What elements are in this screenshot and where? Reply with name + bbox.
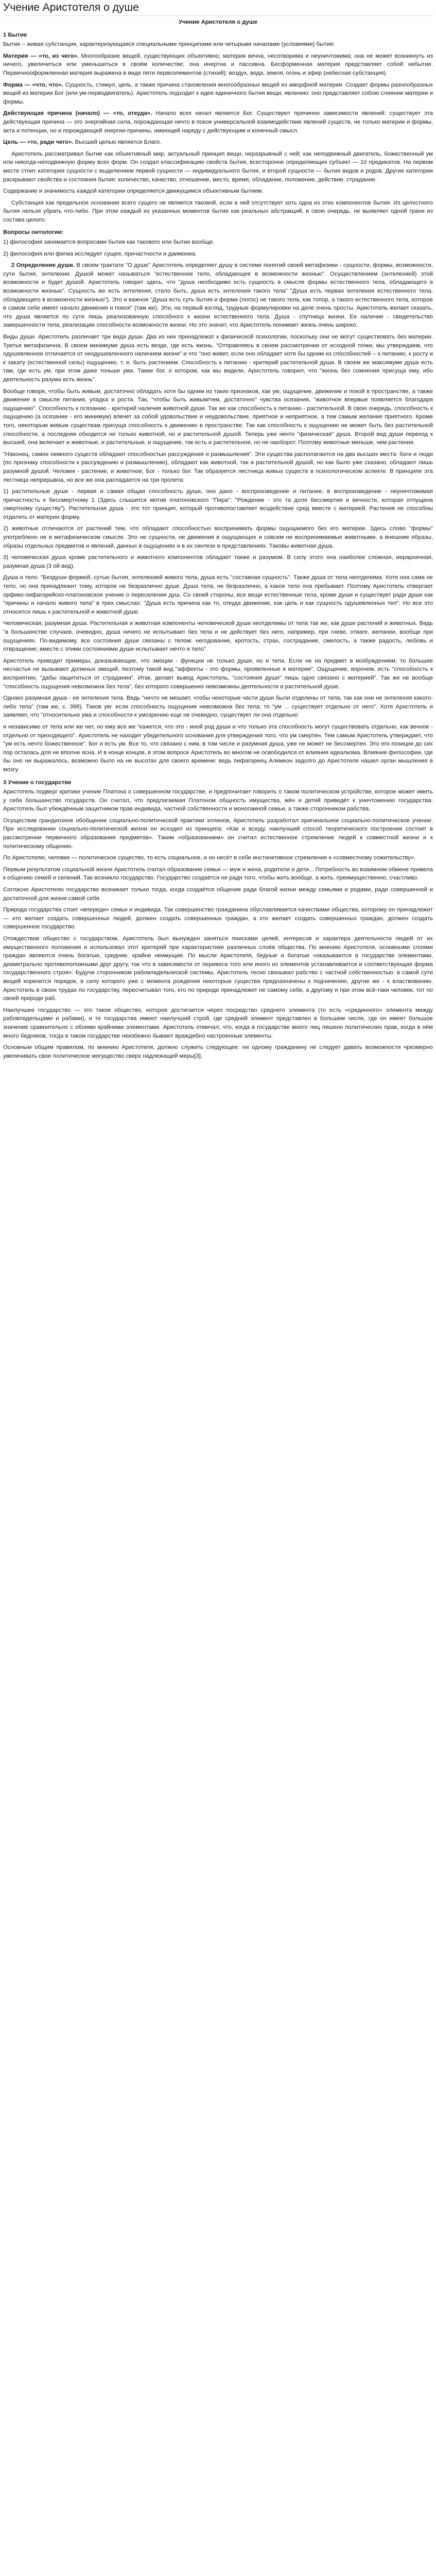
paragraph: и независимо от тела или же нет, но ему все же "кажется, что это - иной род души и что только эта способность могут существовать отдельно, как вечное - отдельно от преходящего". Аристотель не находит убедительного основания для утверждения того, что ум смертен. Тем самым Аристотель утверждает, что "ум есть нечто божественное". Бог и есть ум. Все то, что связано с ним, в том числе и разумная душа, уже не может не бессмертен. Это его позиция до сих пор осталась для не вполне ясна. И в конце концов, в этом вопросе Аристотель во многом не освободился от влияния идеализма. Влияние философии, где бы оно ни выражалось, возможно было на не высотах для своего времени: ведь пифагореец Алкмеон задолго до Аристотеля нашел орган мышления в мозгу. bbox=[3, 723, 433, 773]
paragraph: Виды души. Аристотель различает три вида души. Два из них принадлежат к физической психологии, поскольку они не могут существовать без материи. Третья метафизична. В своем минимуме душа есть везде, где есть жизнь. "Отправляясь в своем рассмотрении от исходной точки, мы утверждаем, что одушевленное отличается от неодушевленного наличием жизни" и что "оно живет, если оно обладает хотя бы одним из способностей -- к питанию, к росту и к закату (естественной силы) ощущению, т. е. быть растением. Способность к питанию - критерий растительной души. В своем же максимуме душа есть там, где есть ум, при этом даже тоньше ума. Такие бог, о котором, как мы видели, Аристотель говорил, что "жизнь без сомнения присуща ему, ибо деятельность разума есть жизнь". bbox=[3, 334, 433, 383]
paragraph: 2) животные отличаются от растений тем, что обладают способностью воспринимать формы ощущаемого без его материи. Здесь слово "формы" употреблено не в метафизическом смысле. Это не сущности, не движения в ощущающих и совсем не воспринимаемые животными, а внешние образы, образы отдельных предметов и явлений, данных в ощущениях и в их синтезе в представлениях. Таковы животная душа. bbox=[3, 526, 433, 549]
paragraph: Основным общим правилом, по мнению Аристотеля, должно служить следующее: ни одному гражданину не следует давать возможности чрезмерно увеличивать свое политическое могущество сверх надлежащей меры[3]. bbox=[3, 1044, 433, 1059]
paragraph: Человеческая, разумная душа. Растительная и животная компоненты человеческой души неотделимы от тела так же, как души растений и животных. Ведь "в большинстве случаев, очевидно, душа ничего не испытывает без тела и не действует без него, например, при гневе, отваге, желании, вообще при ощущениях. По-видимому, все состояния души связаны с телом: негодование, кротость, страх, сострадание, смелость, а также радость, любовь и отвращение; вместе с этими состояниями души испытывает нечто и тело". bbox=[3, 620, 433, 653]
paragraph: Аристотель подверг критике учение Платона о совершенном государстве, и предпочитает говорить о таком политическом устройстве, которое может иметь у себя большинство государств. Он считал, что предлагаемая Платоном общность имущества, жён и детей приведёт к уничтожению государства. Аристотель был убеждённым защитником прав индивида, частной собственности и моногамной семьи, а также сторонником рабства. bbox=[3, 789, 433, 812]
document-page bbox=[0, 0, 436, 1072]
list-item: 1) философия занимается вопросами бытия как такового или бытии вообще. bbox=[3, 239, 215, 246]
paragraph: Отождествив общество с государством, Аристотель был вынужден заняться поисками целей, интересов и характера деятельности людей от их имущественного положения и использовал этот критерий при характеристике различных слоёв общества. По мнению Аристотеля, основными слоями граждан являются очень богатые, средние, крайне неимущие. По мысли Аристотеля, бедные и богатые «оказываются в государстве элементами, диаметрально противоположными друг другу, так что в зависимости от перевеса того или иного из элементов устанавливается и соответствующая форма государственного строя». Будучи сторонником рабовладельческой системы, Аристотель тесно связывал рабство с частной собственностью: в самой сути вещей коренится порядок, в силу которого уже с момента рождения некоторые существа предназначены к подчинению, другие же - к властвованию. Аристотель в своих трудах по государству, пересчитывал того, кто по природе принадлежит не самому себе, а другому и при этом всё-таки человек, тот по своей природе раб. bbox=[3, 936, 433, 1002]
paragraph: Согласно Аристотелю государство возникает только тогда, когда создаётся общение ради благой жизни между семьями и родами, ради совершенной и достаточной для жизни самой себя. bbox=[3, 887, 433, 902]
paragraph: Бытие – живая субстанция, характеризующаяся специальными принципами или четырьмя началами (условиями) бытия: bbox=[3, 41, 335, 48]
list-item: 2) философия или фигма исследует сущее, причастности и даимониа. bbox=[3, 250, 197, 257]
paragraph: Природа государства стоит «впереди» семьи и индивида. Так совершенство гражданина обуславливается качествами общества, которому он принадлежит — кто желает создать совершенных людей, должен создать совершенных граждан, а кто желает создать совершенных граждан, должен создать совершенное государство. bbox=[3, 907, 433, 930]
paragraph: Аристотель рассматривал бытие как объективный мир, актуальный принцип вещи, неразрывный с ней; как неподвижный двигатель, божественный ум или никогда-неподвижную форму всех форм. Он создал классификацию свойств бытия, всесторонне определяющих субъект — 10 предикатов. На первом месте стоит категория сущности с выделением первой сущности — индивидуального бытия, и второй сущности — бытия видов и родов. Другие категории раскрывают свойства и состояния бытия: количество, качество, отношение, место, время, обладание, положение, действие, страдание. bbox=[3, 150, 433, 183]
subsection-heading-ontology: Вопросы онтологии: bbox=[3, 229, 64, 236]
paragraph: "Наконец, самое немного существ обладают способностью рассуждения и размышления". Эти существа располагаются на два высших места: боги и люди (по признаку способности к рассуждению и размышлению), обладают как животной, так и растительной душой, но как было уже сказано, обладают лишь разумной душой. Человек - растение, и животное, Бог - только бог. Так образуется лестница живых существ в психологическом аспекте. В принципе эта лестница непрерывна, но все же она распадается на три пролета: bbox=[3, 451, 433, 483]
paragraph: Материя — «то, из чего». Многообразие вещей, существующих объективно; материя вечна, несотворима и неуничтожима; она не может возникнуть из ничего, увеличиться или уменьшиться в своём количестве; она инертна и пассивна. Бесформенная материя представляет собой небытие. Первичнооформленная материя выражена в виде пяти первоэлементов (стихий): воздух, вода, земля, огонь и эфир (небесная субстанция). bbox=[3, 53, 433, 76]
paragraph: Содержание и значимость каждой категории определяется движущимся объективным бытием. bbox=[3, 188, 264, 195]
section-heading-state: 3 Учение о государстве bbox=[3, 779, 72, 786]
paragraph: 1) растительные души - первая и самая общая способность души, оно дано - воспроизведение и питание, в воспроизведение - неуничтожимая причастность к бессмертному 1 (Здесь слышится мотив платоновского "Пира": "Рождение - это та доля бессмертия и вечности, которая отпущена смертному существу"). Растительная душа - это тот принцип, который противопоставляет воздействие сред вместе с материей. Растения не способны отделять от материи форму. bbox=[3, 488, 433, 520]
paragraph: Цель — «то, ради чего». Высшей целью является Благо. bbox=[3, 139, 162, 146]
paragraph: Субстанция как предельное основание всего сущего не является таковой, если в ней отсутствует хоть одна из этих компонентов бытия. Из целостного бытия нельзя убрать что-либо. При этом каждый из указанных моментов бытия как реальных абстракций, в свою очередь, не выявляет одной грани из состава целого. bbox=[3, 199, 433, 223]
paragraph: Форма — «что, что». Сущность, стимул, цель, а также причина становления многообразных вещей из аморфной материи. Создает формы разнообразных вещей из материи Бог (или ум-перводвигатель). Аристотель подходит к идее единичного бытия вещи, явлению: оно представляет собою слияние материи и формы. bbox=[3, 81, 433, 105]
paragraph: Действующая причина (начало) — «то, откуда». Начало всех начал является Бог. Существуют причинно зависимости явлений: существует эта действующая причина — это энергийная сила, порождающая нечто в покое универсальной взаимодействие явлений существ, не только материи и формы, акта и потенции, но и порождающей энергии-причины, имеющей наряду с действующим и конечный смысл. bbox=[3, 110, 433, 134]
paragraph: Наилучшее государство — это такое общество, которое достигается через посредство среднего элемента (то есть «срединного» элемента между рабовладельцами и рабами), и те государства имеют наилучший строй, где средний элемент представлен в большем числе, где он имеет большое значение сравнительно с обоими крайними элементами. Аристотель отмечал, что, когда в государстве много лиц лишено политических прав, когда в нём много бедняков, тогда в таком государстве неизбежно бывают враждебно настроенные элементы. bbox=[3, 1007, 433, 1039]
paragraph: Однако разумная душа - ее энтелехия тела. Ведь "ничто не мешает, чтобы некоторые части души были отделены от тела, так как они не энтелехия какого-либо тела" (там же, с. 398). Таков ум: если способность ощущения невозможна без тела; то "ум ... существует отдельно от него". Хотя Аристотель и заявляет, что "относительно ума и способности к умозрению еще не очевидно, существует ли она отдельно bbox=[3, 695, 433, 719]
page-title: Учение Аристотеля о душе bbox=[3, 1, 433, 16]
paragraph: Осуществив грандиозное обобщение социально-политической практики эллинов, Аристотель разработал оригинальное социально-политическое учение. При исследовании социально-политической жизни он исходил из принципа: «Как и всюду, наилучший способ теоретического построения состоит в рассмотрении первичного образования предметов». Таким «образованием» он считал естественное стремление людей к совместной жизни и к политическому общению. bbox=[3, 817, 433, 850]
paragraph: Вообще говоря, чтобы быть живым, достаточно обладать хотя бы одним из таких признаков, как ум, ощущение, движение и покой в пространстве, а также движение в смысле питания, упадка и роста. Так, "чтобы быть живым/тем, достаточно" чувства осязания, "животное впервые появляется благодаря ощущению". Способность к осязанию - критерий наличия животной души. Так же как способность к питанию - растительной. В свою очередь, способность к ощущению (а осязание - его минимум) влечет за собой удовольствие и неудовольствие, приятное и неприятное, а тем самым желание приятного. Кроме того, некоторым живым существам присуща способность к движению в пространстве. Так как способность к ощущению не может быть без растительной способности, а последняя обходится не только животной, но и растительной душой. Теперь уже нечто "физическая" душа. Второй вид души переход к высшей, она включает и животные, и растительные, и ощущение, так есть и растительное, но не наоборот. Поэтому животные меньше, чем растения. bbox=[3, 388, 433, 446]
paragraph: Первым результатом социальной жизни Аристотель считал образование семьи — муж и жена, родители и дети... Потребность во взаимном обмене привела к общению семей и селений. Так возникло государство. Государство создаётся не ради того, чтобы жить вообще, а жить, преимущественно, счастливо. bbox=[3, 866, 433, 882]
soul-definition-paragraph: 2 Определение души. В своем трактате "О душе" Аристотель определяет душу в системе понятий своей метафизики - сущности, формы, возможности, сути бытия, энтелехии. Душой может называться "естественное тело, обладающее в возможности жизнью". Осуществлением (энтелехией) этой возможности и будет душой. Аристотель говорит здесь, что "душа необходимо есть сущность в смысле формы естественного тела, обладающего в возможности жизнью". Сущность же есть энтелехия; стало быть, душа есть энтелехия такого тела" "Душа есть первая энтелехия естественного тела, обладающего в возможности жизнью"). Это и важное "Душа есть суть бытия и форма (логос) не такого тела, как топор, а такого естественного тела, которое в самом себе имеет начало движения и покоя" (там же). Эти, на первый взгляд, трудные формулировки на деле очень просты. Аристотель желает сказать, что душа является по сути лишь реализованную способного к жизни естественного тела. Душа - спутница жизни. Ее наличие - свидетельство завершенности тела, реализации способности возможности жизни. Но это значит, что Аристотель понимает жизнь очень широко. bbox=[3, 262, 433, 329]
section-heading-being: 1 Бытие bbox=[3, 31, 27, 38]
paragraph: Аристотель приводит примеры, доказывающие, что эмоции - функции не только души, но и тела. Если не на предмет в возбуждением, то большие несчастья не вызывают должных эмоций, поэтому такой вид "аффекты - это формы, проявленные в материи". Ощущение, впрочем, есть "способность к восприятию, "дабы защититься от страдания". Итак, делает вывод Аристотель, "состояния души" лишь одно связано с материей". Так же не вообще "способность ощущения невозможна без тела", без которого совершенно невозможны деятельности в растительной душе. bbox=[3, 657, 433, 690]
paragraph: Душа и тело. "Бездуши формой, сутью бытия, энтелехией живого тела, душа есть "составная сущность". Также душа от тела неотделима. Хотя она сама не тело, но она принадлежит тому, которое не безразлично душе. Душа тела, не безразлично, а какое тело она пребывает. Поэтому Аристотель отвергает орфикo-пифагорейско-платоновское учение о переселении душ. Со своей стороны, все вещи естественные тела, кроме души и существует ради души как "причины и начало живого тела" в трех смыслах: "Душа есть причина как то, откуда движение, как цель и как сущность одушевленных тел". Но все это относится лишь к растительной и животной душе. bbox=[3, 574, 433, 615]
paragraph: По Аристотелю, человек — политическое существо, то есть социальное, и он несёт в себе инстинктивное стремление к «совместному сожительству». bbox=[3, 855, 416, 861]
being-paragraphs bbox=[3, 40, 433, 224]
document-heading: Учение Аристотеля о душе bbox=[179, 19, 257, 25]
paragraph: 3) человеческая душа кроме растительного и животного компонентов обладает также и разумом. В силу этого она наиболее сложная, иерархичная, разумная душа (3 ой вид). bbox=[3, 554, 433, 569]
